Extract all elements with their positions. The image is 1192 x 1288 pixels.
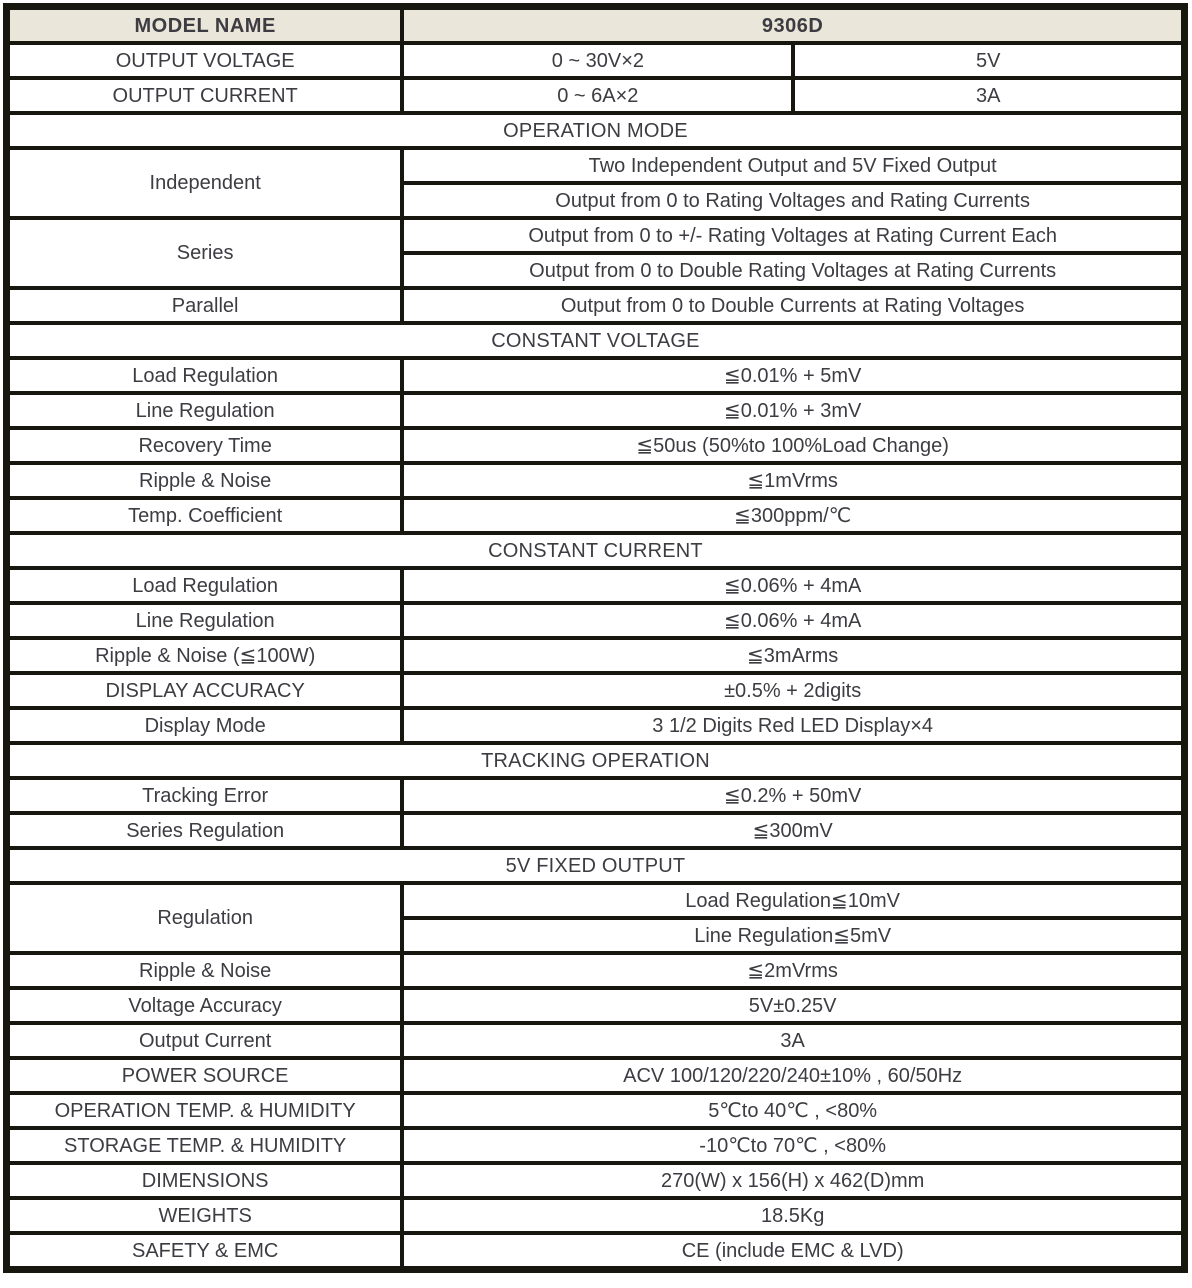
spec-label: Tracking Error [7, 778, 403, 813]
spec-label: Line Regulation [7, 603, 403, 638]
spec-label: Regulation [7, 883, 403, 953]
section-title: 5V FIXED OUTPUT [7, 848, 1185, 883]
spec-value: ≦1mVrms [402, 463, 1184, 498]
spec-value: ≦300mV [402, 813, 1184, 848]
spec-value: 5℃to 40℃ , <80% [402, 1093, 1184, 1128]
table-row [7, 148, 1185, 183]
section-title: TRACKING OPERATION [7, 743, 1185, 778]
spec-label: OUTPUT VOLTAGE [7, 43, 403, 78]
table-row [7, 813, 1185, 848]
table-row [7, 883, 1185, 918]
spec-label: DIMENSIONS [7, 1163, 403, 1198]
spec-value: 3A [402, 1023, 1184, 1058]
model-name-value: 9306D [402, 7, 1184, 44]
table-row [7, 393, 1185, 428]
section-header-row [7, 533, 1185, 568]
spec-value: ±0.5% + 2digits [402, 673, 1184, 708]
table-row [7, 953, 1185, 988]
table-row [7, 1233, 1185, 1270]
spec-label: Series [7, 218, 403, 288]
section-header-row [7, 323, 1185, 358]
spec-value: ≦0.01% + 3mV [402, 393, 1184, 428]
table-row [7, 43, 1185, 78]
table-row [7, 428, 1185, 463]
spec-value: ≦50us (50%to 100%Load Change) [402, 428, 1184, 463]
spec-label: Ripple & Noise [7, 953, 403, 988]
spec-value: 270(W) x 156(H) x 462(D)mm [402, 1163, 1184, 1198]
spec-value: 3 1/2 Digits Red LED Display×4 [402, 708, 1184, 743]
table-row [7, 638, 1185, 673]
spec-label: Voltage Accuracy [7, 988, 403, 1023]
spec-value: 0 ~ 6A×2 [402, 78, 793, 113]
spec-value: Output from 0 to Rating Voltages and Rating Currents [402, 183, 1184, 218]
spec-value: ACV 100/120/220/240±10% , 60/50Hz [402, 1058, 1184, 1093]
spec-value: -10℃to 70℃ , <80% [402, 1128, 1184, 1163]
table-row [7, 708, 1185, 743]
spec-value: ≦300ppm/℃ [402, 498, 1184, 533]
spec-label: Ripple & Noise [7, 463, 403, 498]
table-row [7, 218, 1185, 253]
table-row [7, 498, 1185, 533]
table-row [7, 1163, 1185, 1198]
spec-value: 0 ~ 30V×2 [402, 43, 793, 78]
spec-value: ≦0.01% + 5mV [402, 358, 1184, 393]
spec-label: Series Regulation [7, 813, 403, 848]
spec-label: OPERATION TEMP. & HUMIDITY [7, 1093, 403, 1128]
spec-value: 5V±0.25V [402, 988, 1184, 1023]
table-row [7, 78, 1185, 113]
table-row [7, 673, 1185, 708]
spec-value: ≦2mVrms [402, 953, 1184, 988]
spec-value: CE (include EMC & LVD) [402, 1233, 1184, 1270]
section-title: OPERATION MODE [7, 113, 1185, 148]
spec-value: ≦3mArms [402, 638, 1184, 673]
spec-value: 18.5Kg [402, 1198, 1184, 1233]
table-row [7, 778, 1185, 813]
model-header-row [7, 7, 1185, 44]
spec-label: POWER SOURCE [7, 1058, 403, 1093]
model-name-label: MODEL NAME [7, 7, 403, 44]
section-header-row [7, 848, 1185, 883]
spec-label: Load Regulation [7, 568, 403, 603]
spec-value: ≦0.2% + 50mV [402, 778, 1184, 813]
table-row [7, 568, 1185, 603]
table-row [7, 988, 1185, 1023]
spec-label: STORAGE TEMP. & HUMIDITY [7, 1128, 403, 1163]
spec-table [3, 3, 1188, 1273]
table-row [7, 358, 1185, 393]
table-row [7, 603, 1185, 638]
section-title: CONSTANT CURRENT [7, 533, 1185, 568]
spec-label: Temp. Coefficient [7, 498, 403, 533]
spec-label: DISPLAY ACCURACY [7, 673, 403, 708]
spec-value: 5V [793, 43, 1184, 78]
table-row [7, 1023, 1185, 1058]
spec-label: Parallel [7, 288, 403, 323]
section-header-row [7, 113, 1185, 148]
table-row [7, 1128, 1185, 1163]
spec-label: WEIGHTS [7, 1198, 403, 1233]
spec-value: Output from 0 to Double Currents at Rating Voltages [402, 288, 1184, 323]
spec-label: Line Regulation [7, 393, 403, 428]
spec-label: Display Mode [7, 708, 403, 743]
table-row [7, 1198, 1185, 1233]
spec-value: Line Regulation≦5mV [402, 918, 1184, 953]
spec-label: Recovery Time [7, 428, 403, 463]
spec-label: Ripple & Noise (≦100W) [7, 638, 403, 673]
spec-label: OUTPUT CURRENT [7, 78, 403, 113]
spec-value: Load Regulation≦10mV [402, 883, 1184, 918]
section-title: CONSTANT VOLTAGE [7, 323, 1185, 358]
table-row [7, 463, 1185, 498]
section-header-row [7, 743, 1185, 778]
spec-label: SAFETY & EMC [7, 1233, 403, 1270]
table-row [7, 1058, 1185, 1093]
table-row [7, 288, 1185, 323]
spec-value: 3A [793, 78, 1184, 113]
spec-value: Output from 0 to Double Rating Voltages at Rating Currents [402, 253, 1184, 288]
spec-label: Output Current [7, 1023, 403, 1058]
spec-label: Load Regulation [7, 358, 403, 393]
spec-label: Independent [7, 148, 403, 218]
spec-value: Two Independent Output and 5V Fixed Output [402, 148, 1184, 183]
spec-value: Output from 0 to +/- Rating Voltages at Rating Current Each [402, 218, 1184, 253]
spec-value: ≦0.06% + 4mA [402, 603, 1184, 638]
spec-value: ≦0.06% + 4mA [402, 568, 1184, 603]
table-row [7, 1093, 1185, 1128]
